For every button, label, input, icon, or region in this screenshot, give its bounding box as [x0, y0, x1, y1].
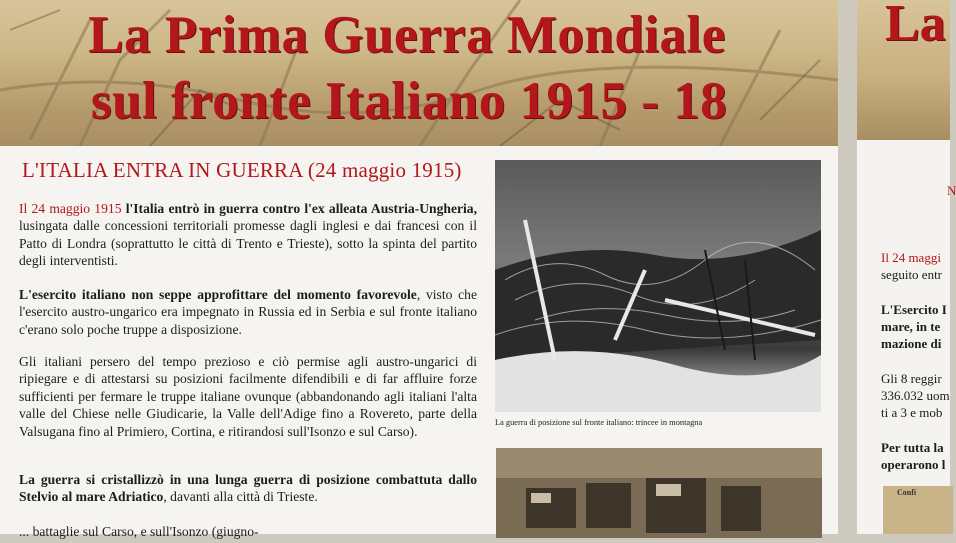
paragraph-1-bold: l'Italia entrò in guerra contro l'ex alleata Austria-Ungheria,: [121, 201, 477, 216]
trench-photo: [495, 160, 821, 412]
title-banner: [0, 0, 838, 146]
adjacent-banner: [857, 0, 950, 140]
adjacent-text-line: Per tutta la: [881, 440, 944, 455]
paragraph-2-bold: L'esercito italiano non seppe approfittare del momento favorevole: [19, 287, 417, 302]
photo-caption: La guerra di posizione sul fronte italiano: trincee in montagna: [495, 418, 703, 427]
paragraph-2: [19, 286, 477, 338]
adjacent-text-line: operarono l: [881, 457, 946, 472]
adjacent-heading-fragment: N: [947, 183, 956, 198]
adjacent-text-line: mazione di: [881, 336, 942, 351]
adjacent-banner-title: La: [885, 0, 946, 52]
paragraph-5-partial: ... battaglie sul Carso, e sull'Isonzo (giugno-: [19, 524, 259, 539]
paragraph-4-bold: La guerra si cristallizzò in una lunga guerra di posizione combattuta dallo Stelvio al mare Adriatico: [19, 472, 477, 505]
adjacent-text-line: Gli 8 reggir: [881, 371, 942, 386]
convoy-photo: [496, 448, 822, 538]
section-heading: L'ITALIA ENTRA IN GUERRA (24 maggio 1915): [22, 158, 462, 182]
paragraph-1: [19, 200, 477, 270]
adjacent-text-line: seguito entr: [881, 267, 943, 282]
date-highlight: Il 24 maggio 1915: [19, 201, 122, 216]
trench-photo-image: [495, 160, 821, 412]
adjacent-panel: [857, 0, 956, 534]
paragraph-2-rest: , visto che l'esercito austro-ungarico era impegnato in Russia ed in Serbia e sul fronte italiano c'erano solo poche truppe a disposizione.: [19, 287, 477, 337]
adjacent-text-line: Il 24 maggi: [881, 250, 941, 265]
paragraph-3: Gli italiani persero del tempo prezioso e ciò permise agli austro-ungarici di ripiegare e di attestarsi su posizioni facilmente difendibili e di far affluire forze sufficienti per fermare le truppe italiane ovunque (abbandonando agli italiani l'alta valle del Chiese nelle Giudicarie, la Valle dell'Adige fino a Rovereto, parte della Valsugana fino al Primiero, Cortina, e ritirandosi sull'Isonzo e sul Carso).: [19, 354, 477, 439]
banner-title-line2: sul fronte Italiano 1915 - 18: [90, 72, 728, 130]
paragraph-1-rest: lusingata dalle concessioni territoriali promesse dagli inglesi e dai francesi con il Patto di Londra (soprattutto le città di Trento e Trieste), sotto la spinta del partito degli interventisti.: [19, 218, 477, 269]
paragraph-4-rest: , davanti alla città di Trieste.: [163, 489, 318, 505]
map-thumbnail: [883, 486, 953, 534]
adjacent-text-line: ti a 3 e mob: [881, 405, 943, 420]
map-label: Confi: [897, 488, 917, 497]
paragraph-4: [19, 471, 477, 506]
adjacent-text-line: L'Esercito I: [881, 302, 947, 317]
banner-title-line1: La Prima Guerra Mondiale: [88, 6, 726, 64]
adjacent-text-line: 336.032 uom: [881, 388, 950, 403]
adjacent-text-line: mare, in te: [881, 319, 941, 334]
convoy-photo-image: [496, 448, 822, 538]
